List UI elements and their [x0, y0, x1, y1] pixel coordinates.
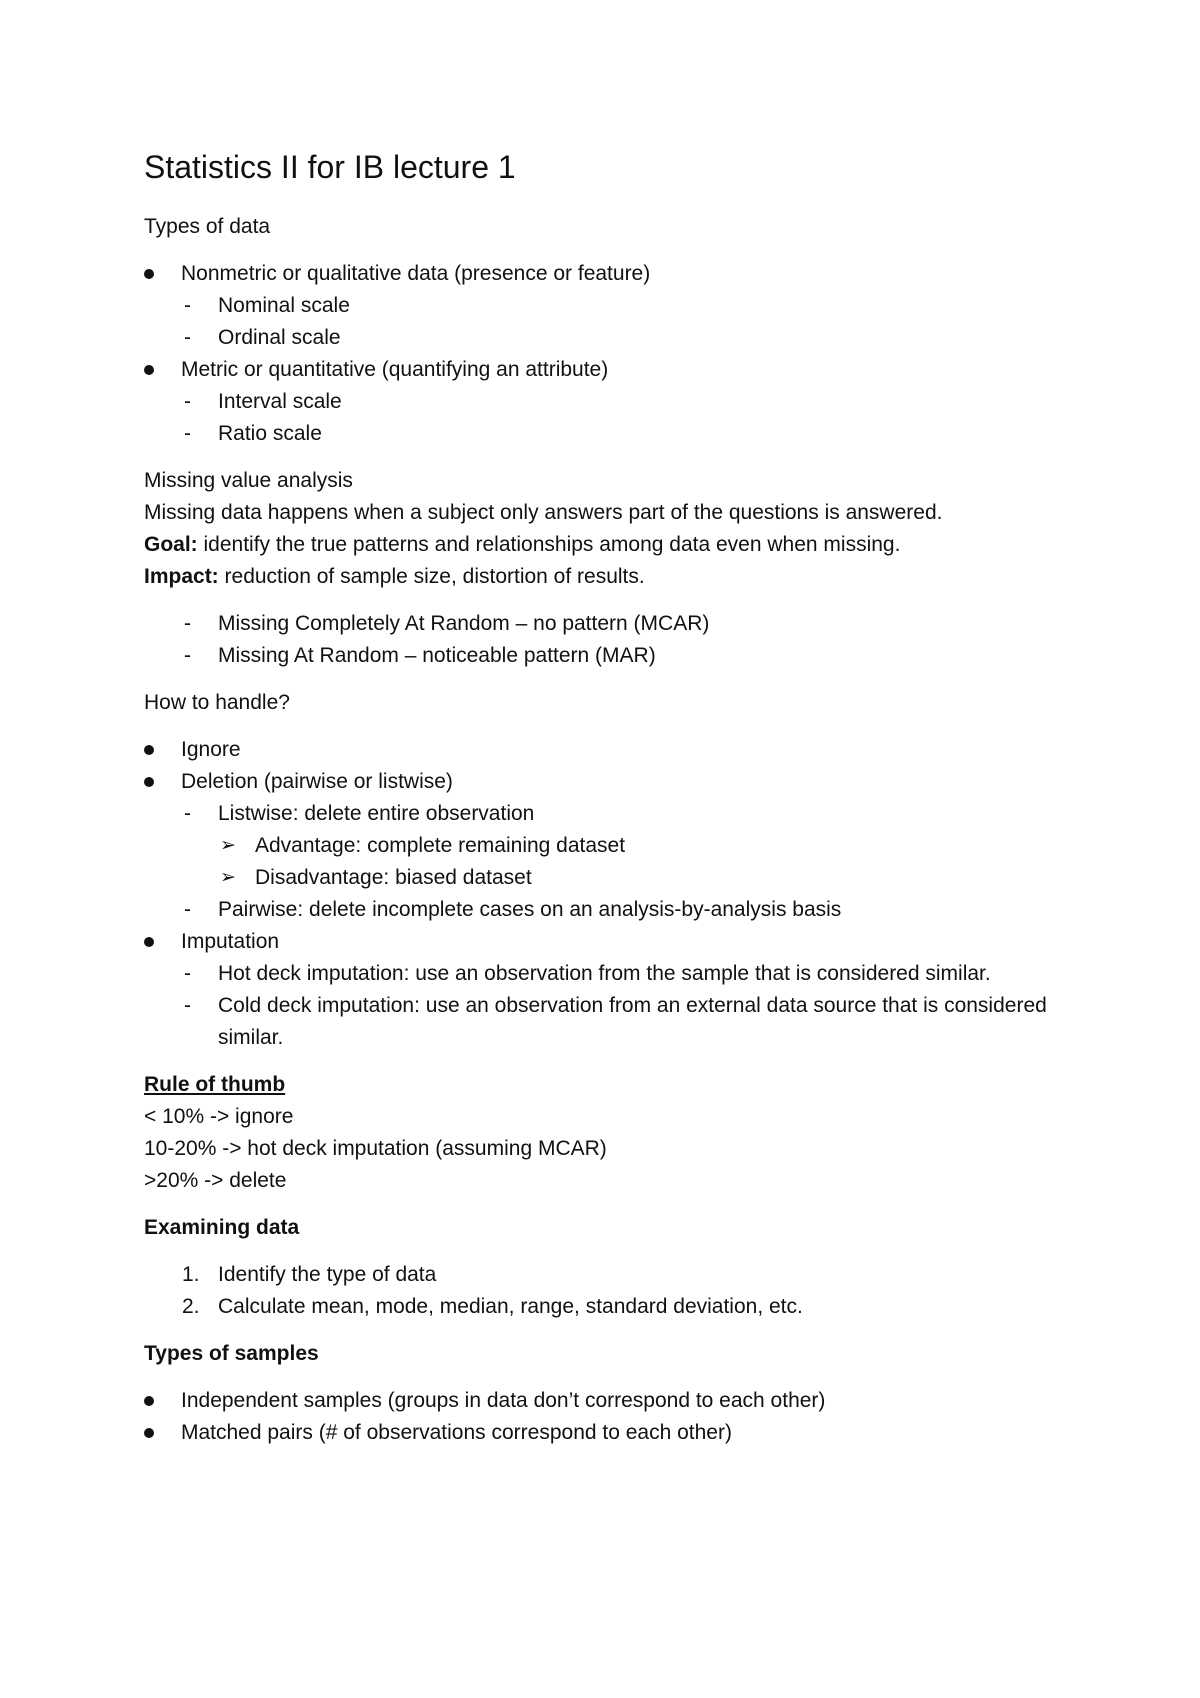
step-number: 1. [182, 1263, 200, 1286]
examining-heading: Examining data [144, 1216, 300, 1239]
list-item [144, 926, 1064, 958]
types-of-data-heading: Types of data [144, 215, 271, 238]
handle-list [144, 734, 1064, 1054]
list-item [144, 830, 1064, 862]
dash-icon: - [184, 898, 191, 921]
list-item-text: Ordinal scale [218, 326, 341, 349]
rule-of-thumb-section [144, 1069, 1064, 1197]
dash-icon: - [184, 962, 191, 985]
rule-heading: Rule of thumb [144, 1073, 286, 1096]
list-item [144, 990, 1064, 1054]
samples-heading: Types of samples [144, 1342, 319, 1365]
list-item-text: Missing Completely At Random – no pattern (MCAR) [218, 612, 710, 635]
list-item-text: Identify the type of data [218, 1263, 437, 1286]
dash-icon: - [184, 422, 191, 445]
dash-icon: - [184, 612, 191, 635]
list-item-text: Hot deck imputation: use an observation from the sample that is considered similar. [218, 962, 991, 985]
list-item [144, 354, 1064, 386]
list-item [144, 798, 1064, 830]
list-item-text: Pairwise: delete incomplete cases on an analysis-by-analysis basis [218, 898, 842, 921]
dash-icon: - [184, 326, 191, 349]
list-item [144, 862, 1064, 894]
list-item-text: Interval scale [218, 390, 342, 413]
dash-icon: - [184, 390, 191, 413]
handle-heading: How to handle? [144, 691, 290, 714]
list-item-text: Listwise: delete entire observation [218, 802, 535, 825]
list-item-text: Nonmetric or qualitative data (presence or feature) [181, 262, 651, 285]
list-item [144, 290, 1064, 322]
list-item [144, 1291, 1064, 1323]
impact-line [144, 561, 1064, 593]
page-title: Statistics II for IB lecture 1 [144, 149, 516, 185]
samples-list [144, 1385, 1064, 1449]
list-item [144, 766, 1064, 798]
list-item [144, 640, 1064, 672]
list-item [144, 322, 1064, 354]
list-item-text: Imputation [181, 930, 280, 953]
list-item [144, 608, 1064, 640]
arrow-bullet-icon: ➢ [220, 835, 236, 856]
list-item-text: Independent samples (groups in data don’t correspond to each other) [181, 1389, 826, 1412]
list-item-text: Disadvantage: biased dataset [255, 866, 532, 889]
step-number: 2. [182, 1295, 200, 1318]
document-body [144, 143, 1064, 1449]
missing-description: Missing data happens when a subject only answers part of the questions is answered. [144, 501, 943, 524]
goal-line [144, 529, 1064, 561]
list-item [144, 1259, 1064, 1291]
list-item [144, 1385, 1064, 1417]
list-item-text: Matched pairs (# of observations correspond to each other) [181, 1421, 732, 1444]
examining-steps-list [144, 1259, 1064, 1323]
rule-line: < 10% -> ignore [144, 1105, 294, 1128]
list-item-text: Nominal scale [218, 294, 350, 317]
missing-types-list [144, 608, 1064, 672]
goal-text: identify the true patterns and relationships among data even when missing. [197, 533, 901, 556]
dash-icon: - [184, 994, 191, 1017]
rule-line: 10-20% -> hot deck imputation (assuming MCAR) [144, 1137, 607, 1160]
types-of-data-list [144, 258, 1064, 450]
list-item-text: Advantage: complete remaining dataset [255, 834, 626, 857]
impact-label: Impact: [144, 565, 219, 588]
list-item-text: Missing At Random – noticeable pattern (MAR) [218, 644, 656, 667]
list-item [144, 1417, 1064, 1449]
missing-heading: Missing value analysis [144, 469, 353, 492]
list-item [144, 894, 1064, 926]
dash-icon: - [184, 802, 191, 825]
list-item [144, 258, 1064, 290]
list-item [144, 386, 1064, 418]
dash-icon: - [184, 294, 191, 317]
dash-icon: - [184, 644, 191, 667]
list-item-text: Ignore [181, 738, 241, 761]
impact-text: reduction of sample size, distortion of results. [218, 565, 645, 588]
list-item-text: Cold deck imputation: use an observation from an external data source that is considered similar. [218, 994, 1047, 1049]
list-item [144, 418, 1064, 450]
goal-label: Goal: [144, 533, 198, 556]
list-item [144, 958, 1064, 990]
list-item-text: Deletion (pairwise or listwise) [181, 770, 453, 793]
missing-value-section [144, 465, 1064, 593]
list-item-text: Ratio scale [218, 422, 322, 445]
list-item-text: Metric or quantitative (quantifying an attribute) [181, 358, 609, 381]
list-item [144, 734, 1064, 766]
arrow-bullet-icon: ➢ [220, 867, 236, 888]
list-item-text: Calculate mean, mode, median, range, standard deviation, etc. [218, 1295, 803, 1318]
rule-line: >20% -> delete [144, 1169, 287, 1192]
